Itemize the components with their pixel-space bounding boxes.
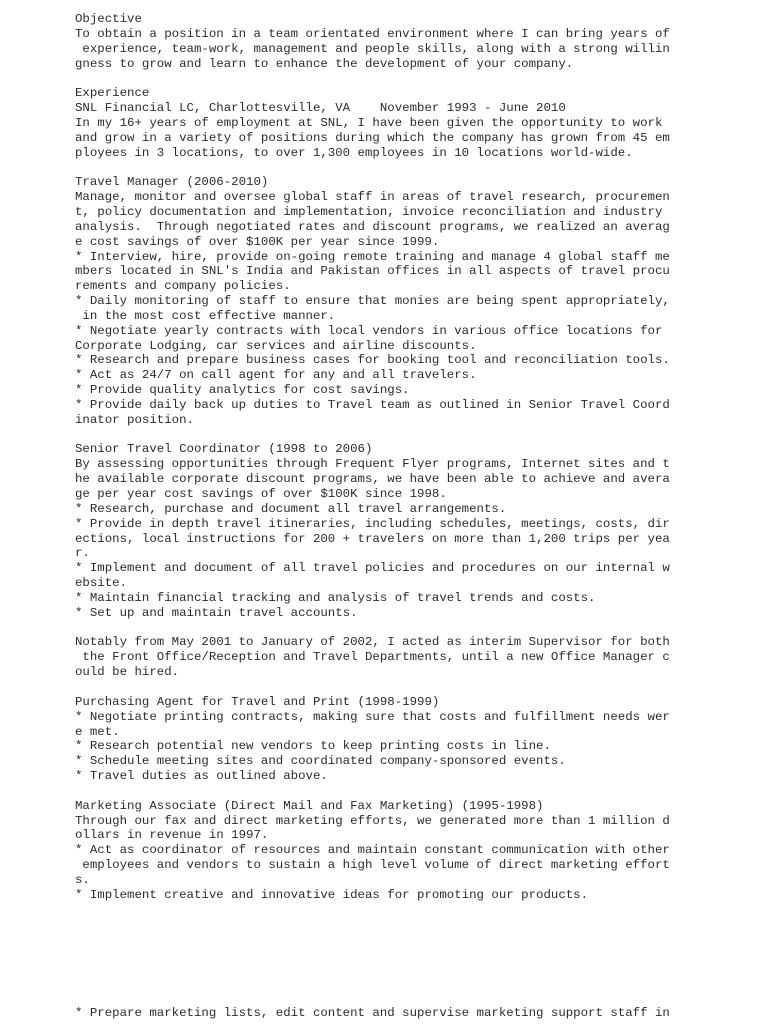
text-line: * Schedule meeting sites and coordinated company-sponsored events. [75, 754, 566, 769]
text-line: * Act as coordinator of resources and maintain constant communication with other [75, 843, 670, 858]
text-line: By assessing opportunities through Frequent Flyer programs, Internet sites and t [75, 457, 670, 472]
text-line: s. [75, 872, 90, 887]
text-line: * Negotiate printing contracts, making sure that costs and fulfillment needs wer [75, 709, 670, 724]
text-line: he available corporate discount programs, we have been able to achieve and avera [75, 472, 670, 487]
text-line [75, 621, 765, 636]
text-line: gness to grow and learn to enhance the development of your company. [75, 56, 574, 71]
text-line [75, 784, 765, 799]
text-line: Corporate Lodging, car services and airline discounts. [75, 338, 477, 353]
text-line: * Research, purchase and document all travel arrangements. [75, 501, 507, 516]
text-line: Through our fax and direct marketing efforts, we generated more than 1 million d [75, 813, 670, 828]
text-line [75, 160, 765, 175]
text-line: ollars in revenue in 1997. [75, 828, 269, 843]
text-line [75, 680, 765, 695]
text-line: inator position. [75, 412, 194, 427]
text-line: experience, team-work, management and people skills, along with a strong willin [75, 41, 670, 56]
text-line: * Travel duties as outlined above. [75, 769, 328, 784]
text-line: * Provide daily back up duties to Travel team as outlined in Senior Travel Coord [75, 397, 670, 412]
text-line: In my 16+ years of employment at SNL, I have been given the opportunity to work [75, 115, 663, 130]
text-line: Manage, monitor and oversee global staff in areas of travel research, procuremen [75, 190, 670, 205]
text-line: and grow in a variety of positions during which the company has grown from 45 em [75, 130, 670, 145]
text-line: * Provide quality analytics for cost savings. [75, 383, 410, 398]
text-line: Travel Manager (2006-2010) [75, 175, 269, 190]
text-line: * Implement creative and innovative ideas for promoting our products. [75, 887, 589, 902]
text-line [75, 428, 765, 443]
text-line [75, 71, 765, 86]
text-line: * Interview, hire, provide on-going remote training and manage 4 global staff me [75, 249, 670, 264]
text-line: ployees in 3 locations, to over 1,300 employees in 10 locations world-wide. [75, 145, 633, 160]
text-line: SNL Financial LC, Charlottesville, VA November 1993 - June 2010 [75, 101, 566, 116]
text-line: mbers located in SNL's India and Pakistan offices in all aspects of travel procu [75, 264, 670, 279]
text-line: the Front Office/Reception and Travel Departments, until a new Office Manager c [75, 650, 670, 665]
text-line: ebsite. [75, 576, 128, 591]
text-line: ge per year cost savings of over $100K since 1998. [75, 487, 447, 501]
text-line: rements and company policies. [75, 279, 291, 294]
text-line: t, policy documentation and implementation, invoice reconciliation and industry [75, 204, 663, 219]
text-line: e met. [75, 724, 120, 739]
text-line: Experience [75, 86, 150, 101]
text-line: * Implement and document of all travel policies and procedures on our internal w [75, 561, 670, 576]
resume-text-body [75, 12, 765, 903]
text-line: analysis. Through negotiated rates and discount programs, we realized an averag [75, 219, 670, 234]
text-line: r. [75, 546, 90, 561]
text-line: in the most cost effective manner. [75, 308, 336, 323]
text-line: * Provide in depth travel itineraries, including schedules, meetings, costs, dir [75, 516, 670, 531]
text-line: Marketing Associate (Direct Mail and Fax Marketing) (1995-1998) [75, 798, 544, 813]
text-line: * Maintain financial tracking and analysis of travel trends and costs. [75, 590, 596, 605]
text-line: To obtain a position in a team orientated environment where I can bring years of [75, 26, 670, 41]
text-line: ould be hired. [75, 665, 180, 680]
text-line: * Prepare marketing lists, edit content and supervise marketing support staff in [75, 1006, 670, 1020]
text-line: * Research and prepare business cases for booking tool and reconciliation tools. [75, 353, 670, 368]
text-line: employees and vendors to sustain a high level volume of direct marketing effort [75, 858, 670, 873]
text-line: ections, local instructions for 200 + travelers on more than 1,200 trips per yea [75, 531, 670, 546]
text-line: Notably from May 2001 to January of 2002, I acted as interim Supervisor for both [75, 635, 670, 650]
text-line: e cost savings of over $100K per year since 1999. [75, 234, 440, 249]
text-line: * Research potential new vendors to keep printing costs in line. [75, 739, 551, 754]
text-line: * Act as 24/7 on call agent for any and all travelers. [75, 368, 477, 383]
text-line: * Daily monitoring of staff to ensure that monies are being spent appropriately, [75, 294, 670, 309]
resume-text-continuation [75, 1006, 765, 1021]
text-line: Purchasing Agent for Travel and Print (1998-1999) [75, 694, 440, 709]
text-line: * Negotiate yearly contracts with local vendors in various office locations for [75, 323, 663, 338]
text-line: Senior Travel Coordinator (1998 to 2006) [75, 442, 373, 457]
text-line: * Set up and maintain travel accounts. [75, 605, 358, 620]
text-line: Objective [75, 12, 142, 26]
